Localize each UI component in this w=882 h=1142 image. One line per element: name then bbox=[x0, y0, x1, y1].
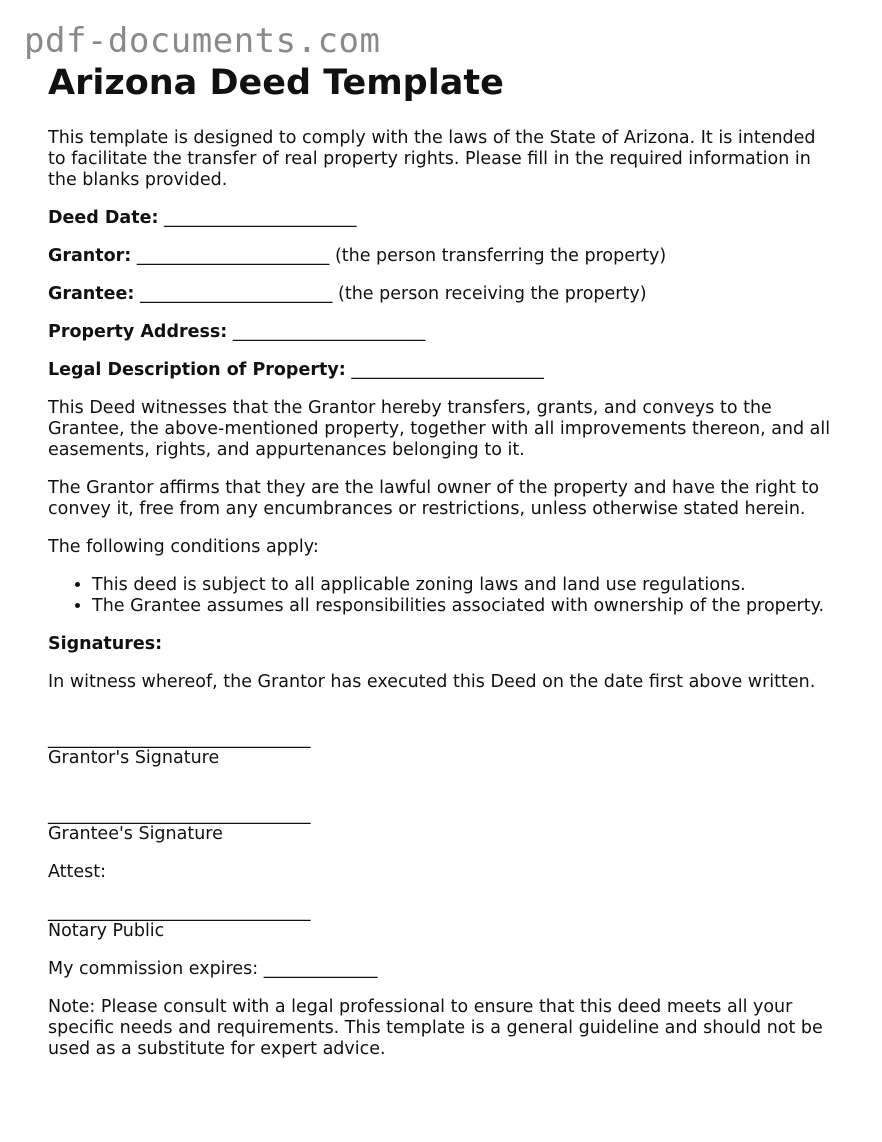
grantor-label: Grantor: bbox=[48, 246, 132, 266]
grantee-blank[interactable]: ______________________ bbox=[139, 284, 333, 304]
property-address-label: Property Address: bbox=[48, 322, 228, 342]
witness-paragraph: This Deed witnesses that the Grantor hereby transfers, grants, and conveys to the Grantee, the above-mentioned property, together with all improvements thereon, and all easements, rights, and appurtenances belonging to it. bbox=[48, 398, 831, 460]
grantor-signature-line[interactable]: ______________________________ bbox=[48, 729, 311, 749]
witness-whereof: In witness whereof, the Grantor has executed this Deed on the date first above written. bbox=[48, 672, 816, 692]
grantee-signature-line[interactable]: ______________________________ bbox=[48, 805, 311, 825]
grantor-blank[interactable]: ______________________ bbox=[136, 246, 330, 266]
grantor-signature-label: Grantor's Signature bbox=[48, 748, 220, 768]
signatures-heading-text: Signatures: bbox=[48, 634, 163, 654]
deed-date-label: Deed Date: bbox=[48, 208, 159, 228]
attest-label: Attest: bbox=[48, 862, 107, 882]
property-address-field bbox=[48, 322, 838, 343]
commission-expires: My commission expires: _____________ bbox=[48, 959, 378, 979]
deed-date-field bbox=[48, 208, 838, 229]
condition-item: • This deed is subject to all applicable zoning laws and land use regulations. bbox=[92, 575, 838, 596]
condition-item: • The Grantee assumes all responsibilities associated with ownership of the property. bbox=[92, 596, 838, 617]
grantor-field bbox=[48, 246, 838, 267]
deed-document bbox=[48, 62, 838, 1060]
grantee-note: (the person receiving the property) bbox=[338, 284, 647, 304]
grantee-signature-label: Grantee's Signature bbox=[48, 824, 223, 844]
legal-description-label: Legal Description of Property: bbox=[48, 360, 346, 380]
legal-description-blank[interactable]: ______________________ bbox=[351, 360, 544, 380]
legal-description-field bbox=[48, 360, 838, 381]
notary-signature-block bbox=[48, 904, 838, 942]
intro-paragraph: This template is designed to comply with the laws of the State of Arizona. It is intended to facilitate the transfer of real property rights. Please fill in the required information in the blanks provided. bbox=[48, 128, 816, 190]
conditions-list bbox=[48, 575, 838, 617]
watermark: pdf-documents.com bbox=[24, 21, 381, 61]
note-paragraph: Note: Please consult with a legal professional to ensure that this deed meets all your specific needs and requirements. This template is a general guideline and should not be used as a substitute for expert advice. bbox=[48, 997, 823, 1059]
conditions-intro: The following conditions apply: bbox=[48, 537, 319, 557]
grantor-note: (the person transferring the property) bbox=[334, 246, 667, 266]
property-address-blank[interactable]: ______________________ bbox=[232, 322, 426, 342]
signatures-heading bbox=[48, 634, 838, 655]
notary-signature-line[interactable]: ______________________________ bbox=[48, 902, 311, 922]
grantee-label: Grantee: bbox=[48, 284, 135, 304]
grantee-field bbox=[48, 284, 838, 305]
notary-label: Notary Public bbox=[48, 921, 165, 941]
page-title: Arizona Deed Template bbox=[48, 63, 504, 103]
grantor-signature-block bbox=[48, 731, 838, 769]
deed-date-blank[interactable]: ______________________ bbox=[164, 208, 357, 228]
affirm-paragraph: The Grantor affirms that they are the lawful owner of the property and have the right to convey it, free from any encumbrances or restrictions, unless otherwise stated herein. bbox=[48, 478, 820, 519]
grantee-signature-block bbox=[48, 807, 838, 845]
